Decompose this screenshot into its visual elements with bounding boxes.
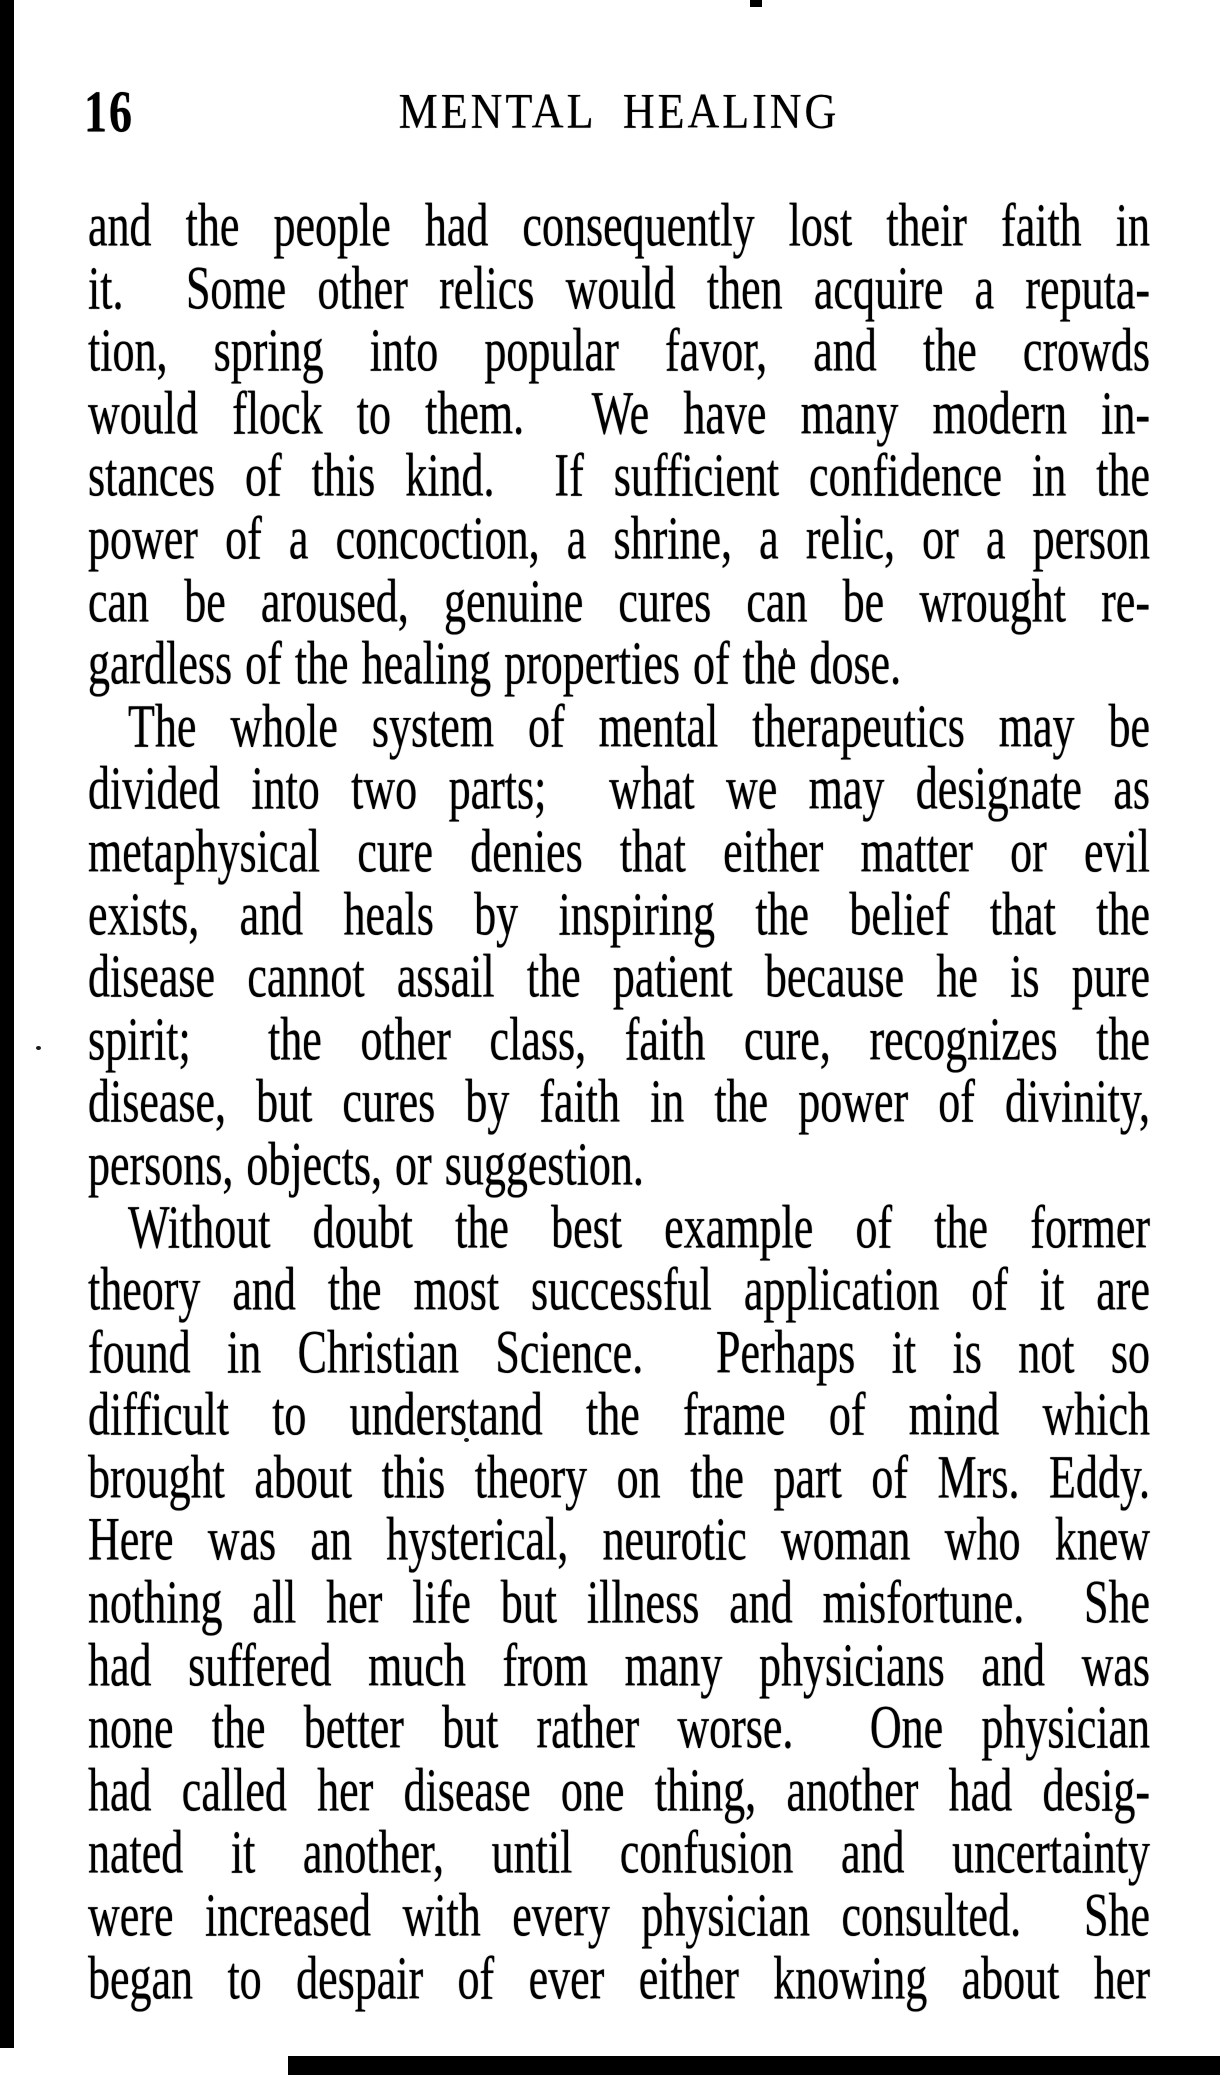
text-line: disease, but cures by faith in the power of divinity, [88, 1067, 1150, 1136]
scan-artifact-top-tick [750, 0, 762, 7]
text-line: metaphysical cure denies that either matter or evil [88, 816, 1150, 886]
text-line: divided into two parts; what we may designate as [88, 754, 1150, 823]
text-line: spirit; the other class, faith cure, recognizes the [88, 1004, 1150, 1074]
text-line: began to despair of ever either knowing about her [88, 1943, 1150, 2013]
running-header-title [88, 86, 1150, 138]
text-line: nated it another, until confusion and uncertainty [88, 1818, 1150, 1887]
text-line: Here was an hysterical, neurotic woman who knew [88, 1505, 1150, 1574]
text-line: power of a concoction, a shrine, a relic, or a person [88, 503, 1150, 573]
text-line: had suffered much from many physicians and was [88, 1630, 1150, 1700]
text-line: disease cannot assail the patient because he is pure [88, 942, 1150, 1011]
text-line: gardless of the healing properties of the dose. [88, 629, 902, 698]
text-line: and the people had consequently lost their faith in [88, 190, 1150, 260]
text-line: would flock to them. We have many modern in- [88, 378, 1150, 448]
text-line: Without doubt the best example of the former [128, 1192, 1150, 1261]
text-line: found in Christian Science. Perhaps it is not so [88, 1317, 1150, 1387]
running-head [84, 78, 1150, 145]
scan-artifact-left-bar [0, 0, 14, 2048]
page-number: 16 [84, 78, 134, 145]
text-line: brought about this theory on the part of Mrs. Eddy. [88, 1442, 1150, 1512]
text-line: none the better but rather worse. One physician [88, 1693, 1150, 1762]
text-line: it. Some other relics would then acquire a reputa- [88, 253, 1150, 323]
text-line: The whole system of mental therapeutics may be [128, 691, 1150, 761]
text-line: can be aroused, genuine cures can be wrought re- [88, 566, 1150, 636]
scan-artifact-bottom-bar [288, 2056, 1220, 2075]
text-line: persons, objects, or suggestion. [88, 1129, 644, 1199]
scan-artifact-speck [36, 1046, 41, 1050]
text-line: stances of this kind. If sufficient confidence in the [88, 441, 1150, 510]
text-line: nothing all her life but illness and misfortune. She [88, 1567, 1150, 1637]
text-column [88, 190, 1150, 2013]
running-header-text: MENTAL HEALING [398, 84, 840, 139]
text-line: had called her disease one thing, another had desig- [88, 1755, 1150, 1825]
text-line: theory and the most successful application of it are [88, 1254, 1150, 1324]
text-line: were increased with every physician consulted. She [88, 1880, 1150, 1950]
text-line: difficult to understand the frame of mind which [88, 1380, 1150, 1449]
text-line: tion, spring into popular favor, and the crowds [88, 316, 1150, 385]
text-line: exists, and heals by inspiring the belief that the [88, 879, 1150, 949]
